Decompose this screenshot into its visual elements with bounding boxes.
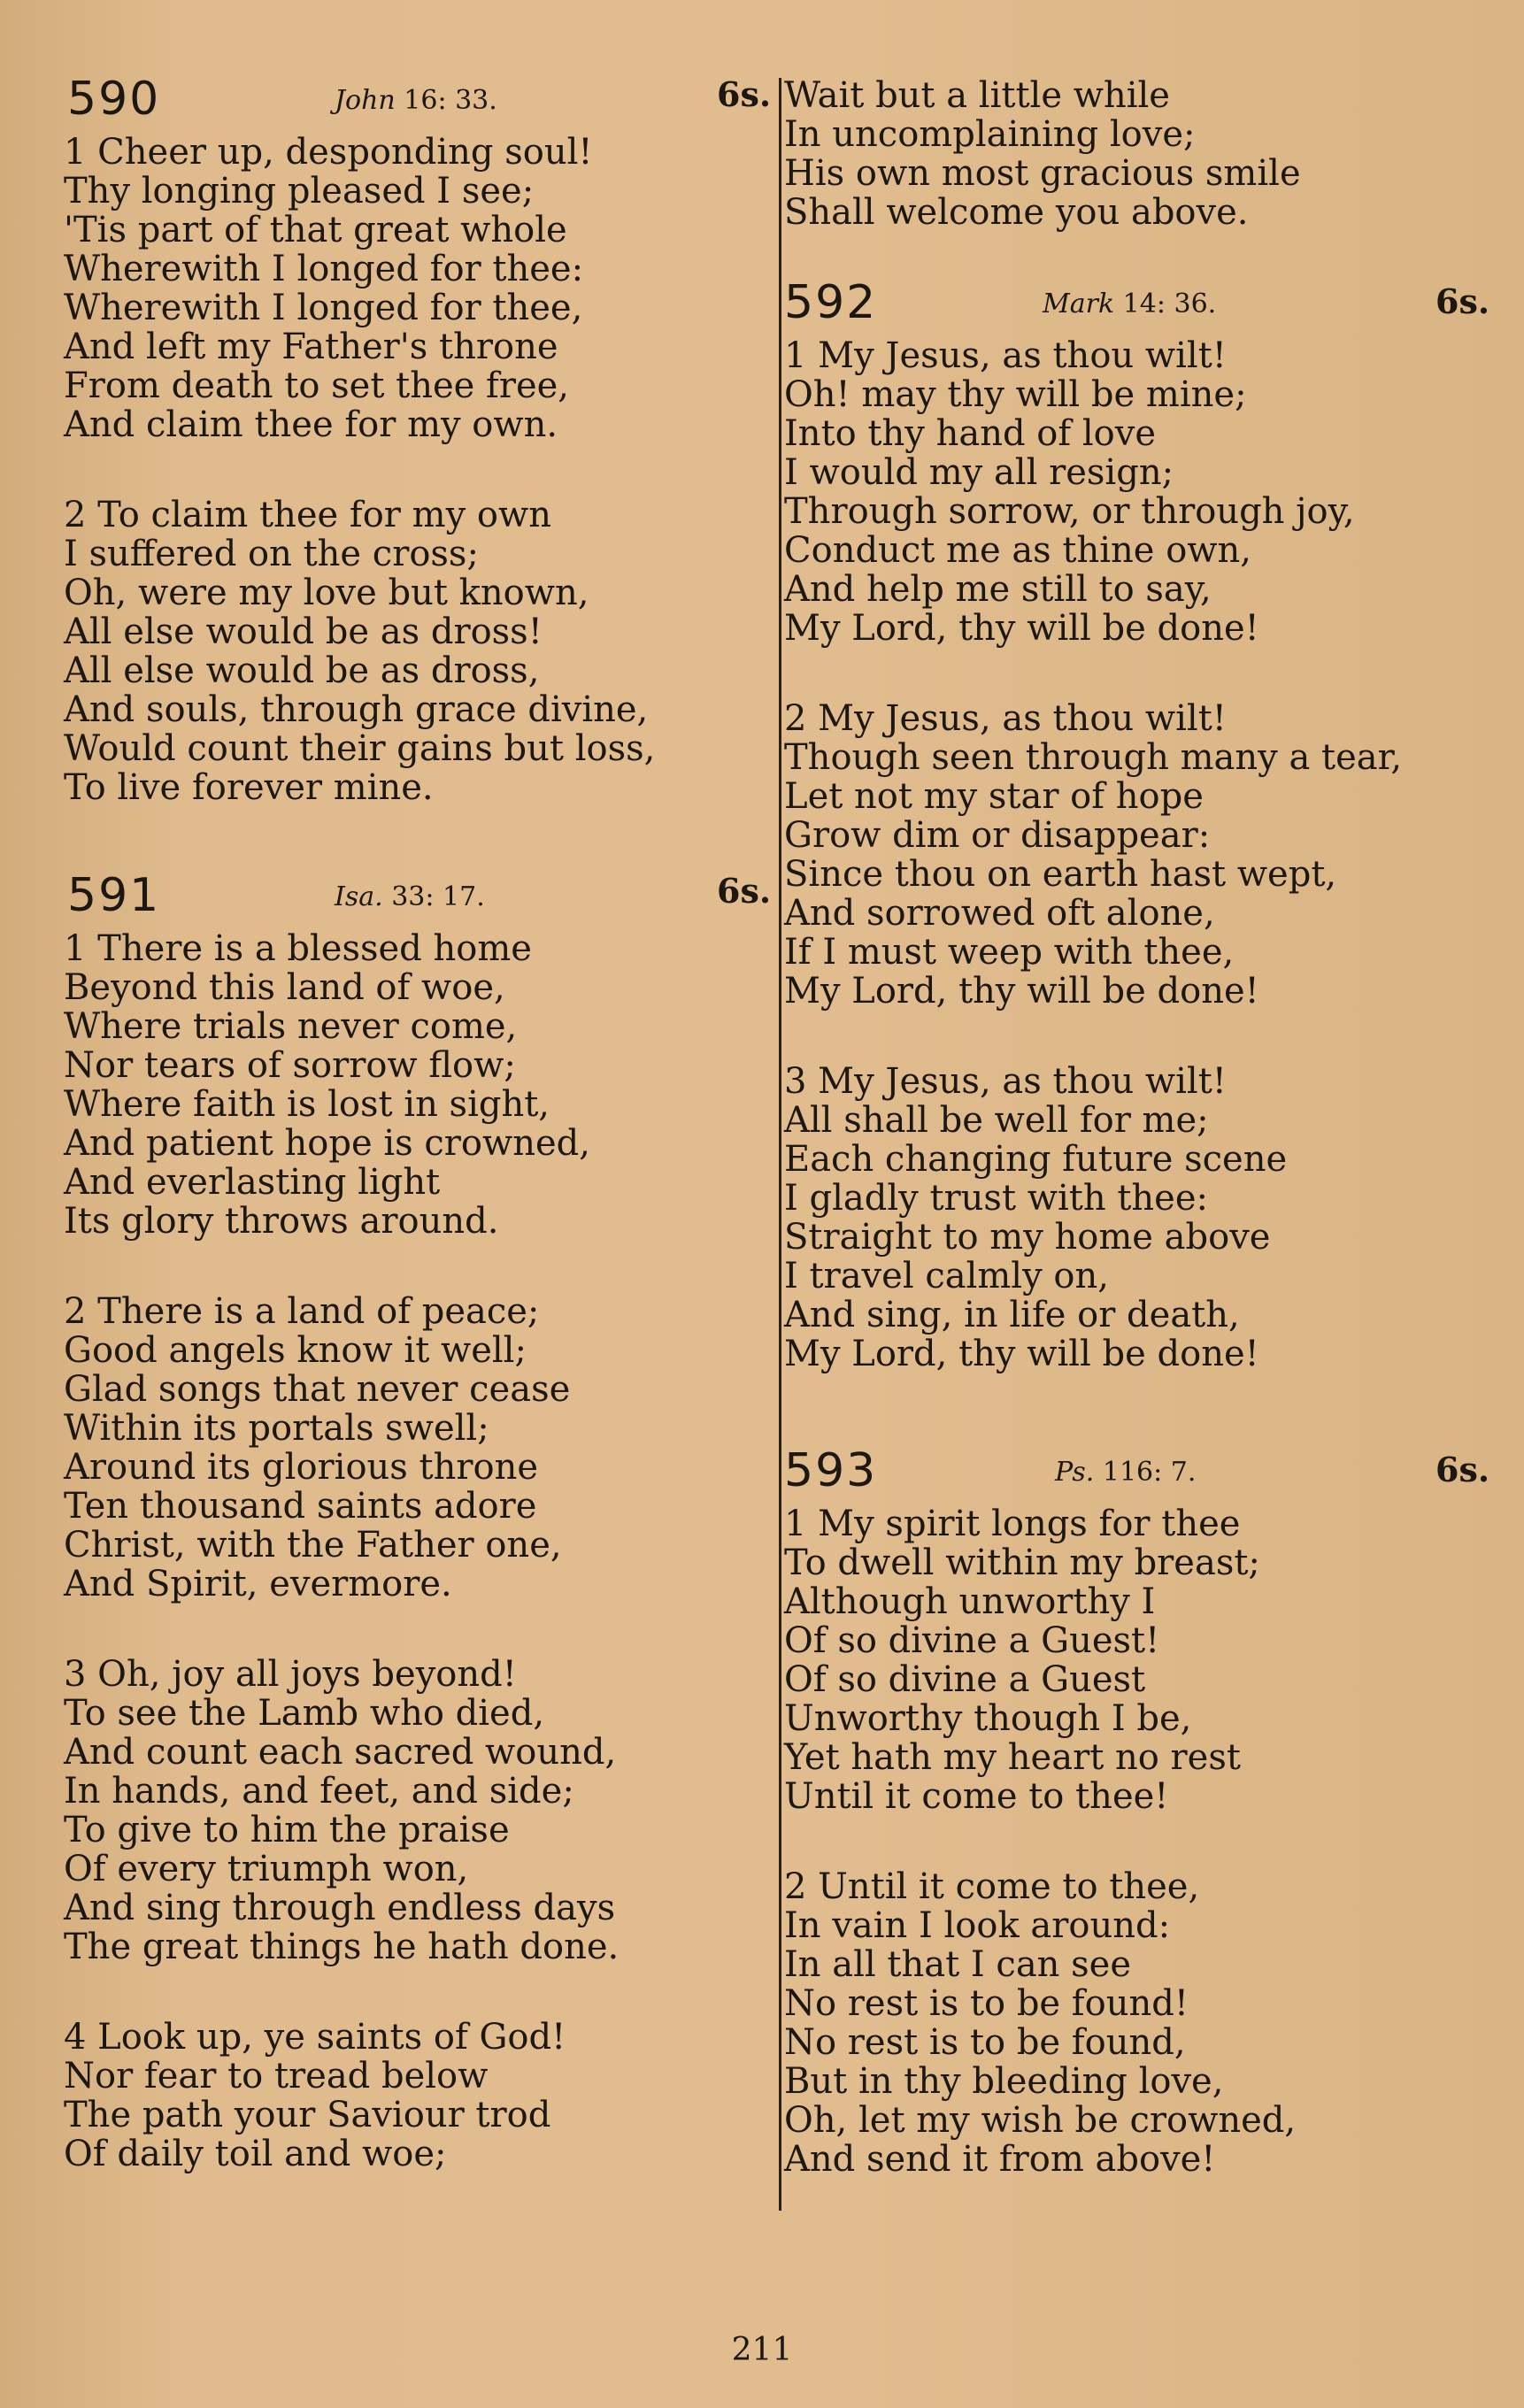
- column-divider: [779, 78, 781, 2211]
- meter-label: 6s.: [717, 74, 772, 114]
- verse-line: Shall welcome you above.: [784, 192, 1249, 233]
- verse-line: Wherewith I longed for thee:: [64, 249, 584, 289]
- verse-line: To dwell within my breast;: [784, 1543, 1260, 1583]
- scripture-reference: [335, 881, 485, 912]
- scripture-reference: [1055, 1457, 1196, 1488]
- verse-line: And send it from above!: [784, 2139, 1216, 2180]
- meter-label: 6s.: [1435, 1450, 1490, 1489]
- ref-chapter-verse: 14: 36.: [1122, 288, 1217, 319]
- verse-line: Yet hath my heart no rest: [784, 1737, 1241, 1778]
- verse-line: Although unworthy I: [784, 1581, 1156, 1622]
- verse-line: 2 Until it come to thee,: [784, 1866, 1200, 1907]
- hymn-590: [64, 73, 772, 808]
- verse-line: My Lord, thy will be done!: [784, 971, 1259, 1012]
- verse-line: And help me still to say,: [784, 569, 1212, 610]
- verse-line: In vain I look around:: [784, 1905, 1171, 1946]
- verse-line: Since thou on earth hast wept,: [784, 854, 1337, 895]
- verse-line: And count each sacred wound,: [64, 1732, 617, 1773]
- verse-line: 3 Oh, joy all joys beyond!: [64, 1654, 517, 1695]
- verse-line: To live forever mine.: [64, 767, 434, 808]
- hymn-592: [784, 276, 1490, 1374]
- hymn-header: [784, 276, 1490, 338]
- verse-line: All else would be as dross!: [64, 612, 543, 652]
- verse: [784, 76, 1483, 232]
- verse-line: Through sorrow, or through joy,: [784, 491, 1355, 532]
- ref-book: Ps.: [1055, 1457, 1095, 1488]
- verse-line: I travel calmly on,: [784, 1256, 1109, 1296]
- verse-line: Where trials never come,: [64, 1006, 518, 1047]
- verse: [64, 1292, 683, 1604]
- verse-line: Ten thousand saints adore: [64, 1486, 537, 1527]
- verse-line: Oh, were my love but known,: [64, 573, 589, 613]
- verse-line: Into thy hand of love: [784, 413, 1157, 454]
- verse-line: The path your Saviour trod: [64, 2095, 551, 2135]
- verse-line: Around its glorious throne: [64, 1447, 538, 1488]
- hymn-header: [784, 1444, 1490, 1506]
- verse-line: I gladly trust with thee:: [784, 1178, 1208, 1219]
- verse-line: Of so divine a Guest!: [784, 1620, 1160, 1661]
- page-number: 211: [731, 2332, 793, 2368]
- verse-line: 4 Look up, ye saints of God!: [64, 2017, 566, 2058]
- verse-line: Where faith is lost in sight,: [64, 1084, 550, 1125]
- ref-book: Isa.: [335, 881, 383, 912]
- verse-line: And patient hope is crowned,: [64, 1123, 590, 1164]
- verse: [784, 336, 1483, 648]
- verse: [64, 2018, 683, 2173]
- scripture-reference: [1043, 288, 1216, 319]
- hymn-number: 591: [67, 869, 161, 922]
- verse-line: Would count their gains but loss,: [64, 728, 656, 769]
- verse-line: Grow dim or disappear:: [784, 815, 1211, 856]
- verse-line: 1 My Jesus, as thou wilt!: [784, 335, 1227, 376]
- verse-line: Nor fear to tread below: [64, 2056, 489, 2096]
- verse-line: Of so divine a Guest: [784, 1659, 1146, 1700]
- verse-line: Wait but a little while: [784, 75, 1170, 116]
- meter-label: 6s.: [717, 871, 772, 911]
- verse-line: Though seen through many a tear,: [784, 737, 1403, 778]
- verse-line: 1 There is a blessed home: [64, 928, 532, 969]
- verse-line: Its glory throws around.: [64, 1201, 499, 1242]
- ref-chapter-verse: 116: 7.: [1102, 1457, 1197, 1488]
- verse-line: And sorrowed oft alone,: [784, 893, 1215, 934]
- verse-line: Nor tears of sorrow flow;: [64, 1045, 516, 1086]
- verse-line: And claim thee for my own.: [64, 404, 558, 445]
- verse-line: And sing through endless days: [64, 1888, 616, 1928]
- ref-book: John: [335, 85, 396, 116]
- verse: [784, 1867, 1483, 2179]
- verse: [64, 496, 683, 807]
- verse-line: In all that I can see: [784, 1944, 1132, 1985]
- verse-line: Oh, let my wish be crowned,: [784, 2100, 1297, 2141]
- verse-line: Let not my star of hope: [784, 776, 1204, 817]
- hymn-number: 590: [67, 73, 161, 126]
- ref-chapter-verse: 33: 17.: [391, 881, 485, 912]
- verse-line: Christ, with the Father one,: [64, 1525, 562, 1566]
- verse: [64, 133, 683, 444]
- hymn-591-continuation: [784, 76, 1483, 232]
- verse-line: I suffered on the cross;: [64, 534, 479, 574]
- verse: [784, 1062, 1483, 1373]
- verse-line: Unworthy though I be,: [784, 1698, 1192, 1739]
- hymn-number: 592: [784, 276, 878, 329]
- verse-line: 'Tis part of that great whole: [64, 210, 567, 250]
- verse: [64, 929, 683, 1241]
- verse-line: The great things he hath done.: [64, 1927, 620, 1967]
- verse-line: Within its portals swell;: [64, 1408, 489, 1449]
- verse-line: And sing, in life or death,: [784, 1295, 1240, 1335]
- verse-line: 2 There is a land of peace;: [64, 1291, 540, 1332]
- verse-line: But in thy bleeding love,: [784, 2061, 1224, 2102]
- verse-line: Straight to my home above: [784, 1217, 1271, 1258]
- verse-line: Glad songs that never cease: [64, 1369, 571, 1410]
- verse-line: And left my Father's throne: [64, 327, 558, 367]
- verse-line: Until it come to thee!: [784, 1776, 1169, 1817]
- verse-line: And everlasting light: [64, 1162, 441, 1203]
- ref-book: Mark: [1043, 288, 1115, 319]
- verse-line: In hands, and feet, and side;: [64, 1771, 574, 1812]
- verse-line: Oh! may thy will be mine;: [784, 374, 1247, 415]
- verse-line: Of daily toil and woe;: [64, 2134, 447, 2174]
- verse-line: Conduct me as thine own,: [784, 530, 1251, 571]
- verse-line: Good angels know it well;: [64, 1330, 527, 1371]
- verse-line: In uncomplaining love;: [784, 114, 1196, 155]
- verse-line: Beyond this land of woe,: [64, 967, 505, 1008]
- scripture-reference: [335, 85, 497, 116]
- verse-line: My Lord, thy will be done!: [784, 608, 1259, 649]
- verse-line: All else would be as dross,: [64, 650, 540, 691]
- verse-line: To see the Lamb who died,: [64, 1693, 545, 1734]
- verse-line: And souls, through grace divine,: [64, 689, 649, 730]
- verse-line: 2 My Jesus, as thou wilt!: [784, 698, 1227, 739]
- verse-line: My Lord, thy will be done!: [784, 1334, 1259, 1374]
- verse-line: 1 Cheer up, desponding soul!: [64, 132, 593, 173]
- verse: [784, 1504, 1483, 1816]
- verse-line: No rest is to be found,: [784, 2022, 1186, 2063]
- hymn-593: [784, 1444, 1490, 2180]
- verse-line: 1 My spirit longs for thee: [784, 1504, 1241, 1544]
- verse-line: Of every triumph won,: [64, 1849, 469, 1889]
- verse-line: His own most gracious smile: [784, 153, 1301, 194]
- hymn-number: 593: [784, 1444, 878, 1497]
- verse-line: 2 To claim thee for my own: [64, 495, 551, 535]
- verse-line: From death to set thee free,: [64, 365, 570, 406]
- verse-line: To give to him the praise: [64, 1810, 510, 1850]
- verse-line: And Spirit, evermore.: [64, 1564, 452, 1604]
- verse-line: If I must weep with thee,: [784, 932, 1235, 973]
- hymn-591: [64, 869, 772, 2174]
- verse-line: No rest is to be found!: [784, 1983, 1189, 2024]
- verse-line: Thy longing pleased I see;: [64, 171, 535, 212]
- verse-line: 3 My Jesus, as thou wilt!: [784, 1061, 1227, 1102]
- verse-line: I would my all resign;: [784, 452, 1174, 493]
- meter-label: 6s.: [1435, 281, 1490, 321]
- hymn-header: [64, 869, 772, 931]
- verse-line: All shall be well for me;: [784, 1100, 1209, 1141]
- hymn-header: [64, 73, 772, 135]
- ref-chapter-verse: 16: 33.: [404, 85, 497, 116]
- verse: [784, 699, 1483, 1011]
- verse-line: Wherewith I longed for thee,: [64, 288, 583, 328]
- verse-line: Each changing future scene: [784, 1139, 1288, 1180]
- verse: [64, 1655, 683, 1966]
